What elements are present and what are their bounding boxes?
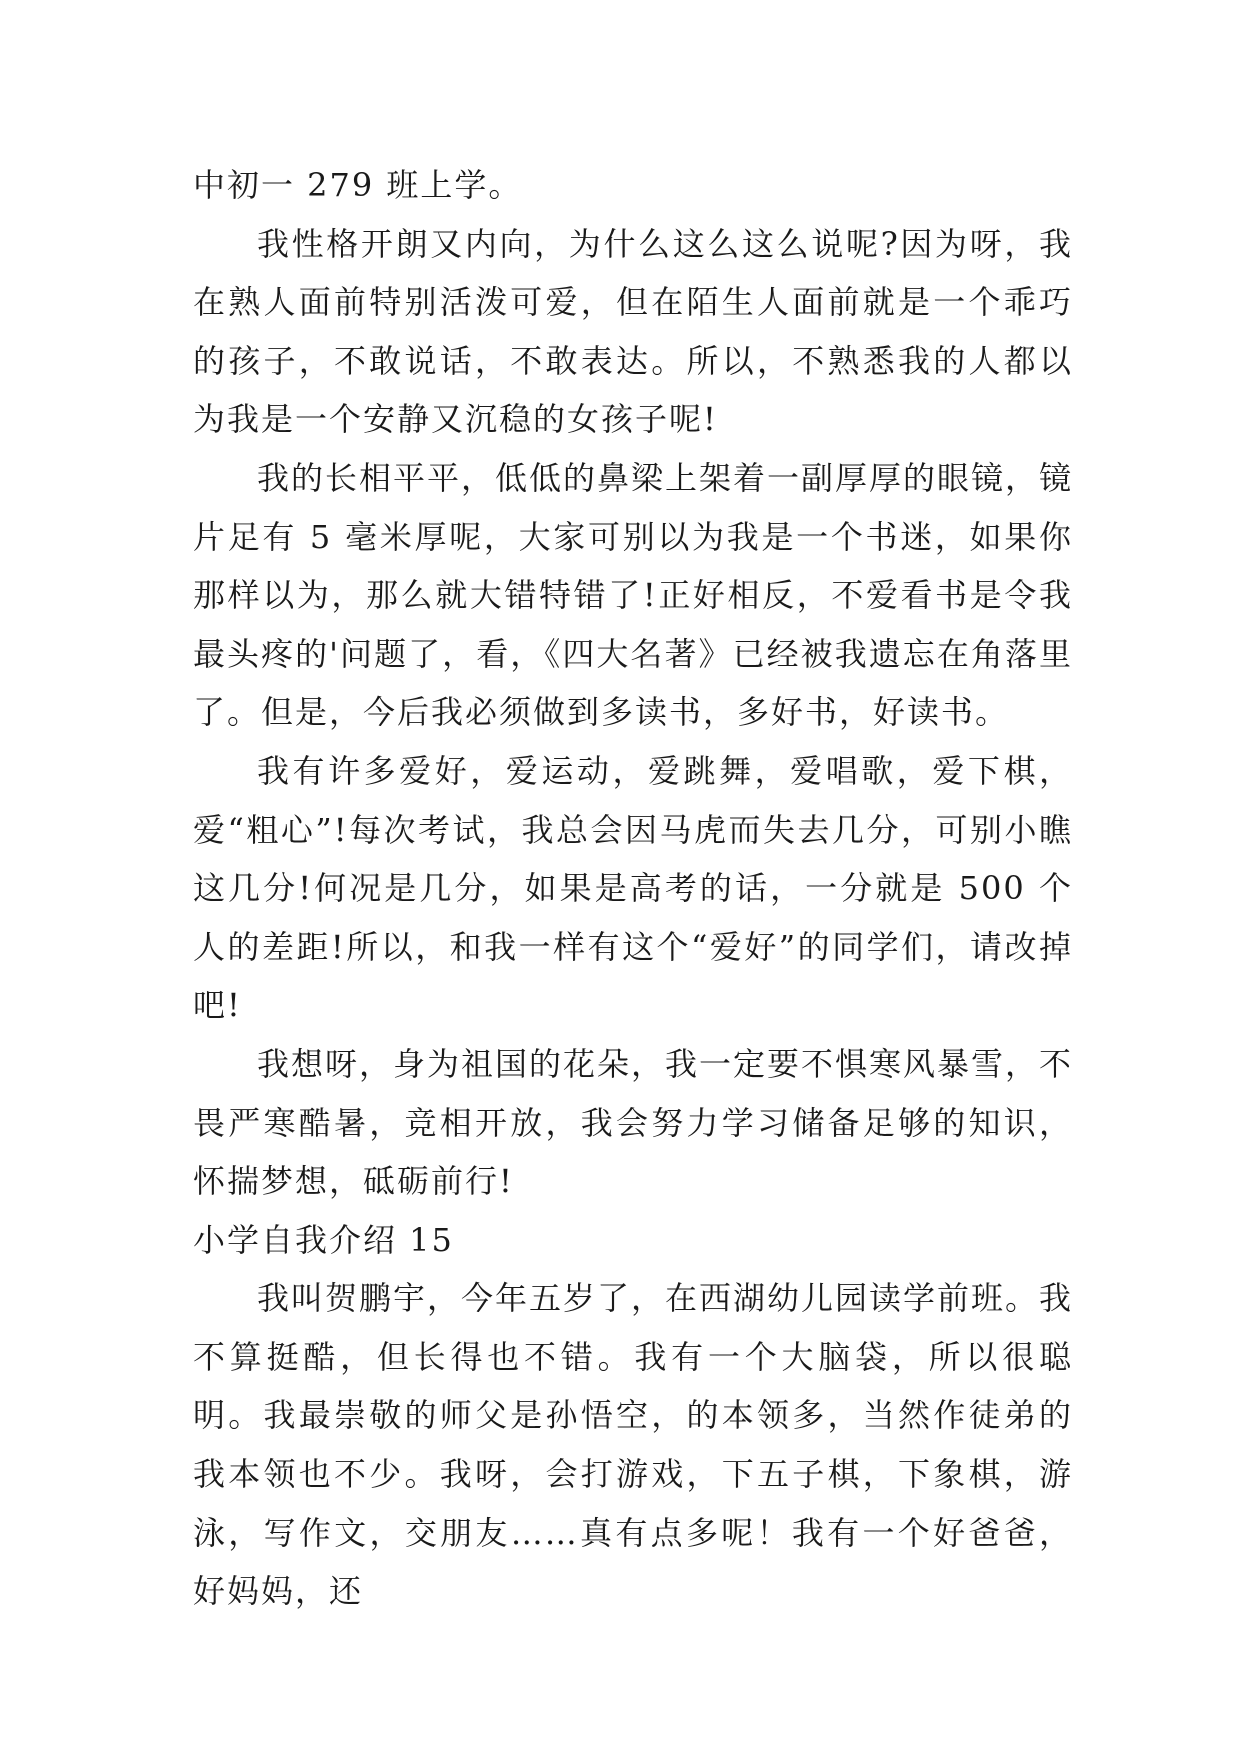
document-body xyxy=(193,156,1073,1621)
section-paragraph-1: 我叫贺鹏宇，今年五岁了，在西湖幼儿园读学前班。我不算挺酷，但长得也不错。我有一个大脑袋，所以很聪明。我最崇敬的师父是孙悟空，的本领多，当然作徒弟的我本领也不少。我呀，会打游戏，下五子棋，下象棋，游泳，写作文，交朋友……真有点多呢！我有一个好爸爸，好妈妈，还 xyxy=(193,1279,1074,1611)
paragraph-5: 我想呀，身为祖国的花朵，我一定要不惧寒风暴雪，不畏严寒酷暑，竞相开放，我会努力学习储备足够的知识，怀揣梦想，砥砺前行! xyxy=(193,1044,1074,1201)
paragraph-1: 中初一 279 班上学。 xyxy=(193,166,523,204)
section-heading: 小学自我介绍 15 xyxy=(193,1220,454,1259)
paragraph-4: 我有许多爱好，爱运动，爱跳舞，爱唱歌，爱下棋，爱“粗心”!每次考试，我总会因马虎而失去几分，可别小瞧这几分!何况是几分，如果是高考的话，一分就是 500 个人的差距!所以，和我一样有这个“爱好”的同学们，请改掉吧! xyxy=(193,751,1073,1025)
paragraph-2: 我性格开朗又内向，为什么这么这么说呢?因为呀，我在熟人面前特别活泼可爱，但在陌生人面前就是一个乖巧的孩子，不敢说话，不敢表达。所以，不熟悉我的人都以为我是一个安静又沉稳的女孩子呢! xyxy=(193,224,1073,439)
paragraph-3: 我的长相平平，低低的鼻梁上架着一副厚厚的眼镜，镜片足有 5 毫米厚呢，大家可别以为我是一个书迷，如果你那样以为，那么就大错特错了!正好相反，不爱看书是令我最头疼的'问题了，看，《四大名著》已经被我遗忘在角落里了。但是，今后我必须做到多读书，多好书，好读书。 xyxy=(193,458,1074,732)
